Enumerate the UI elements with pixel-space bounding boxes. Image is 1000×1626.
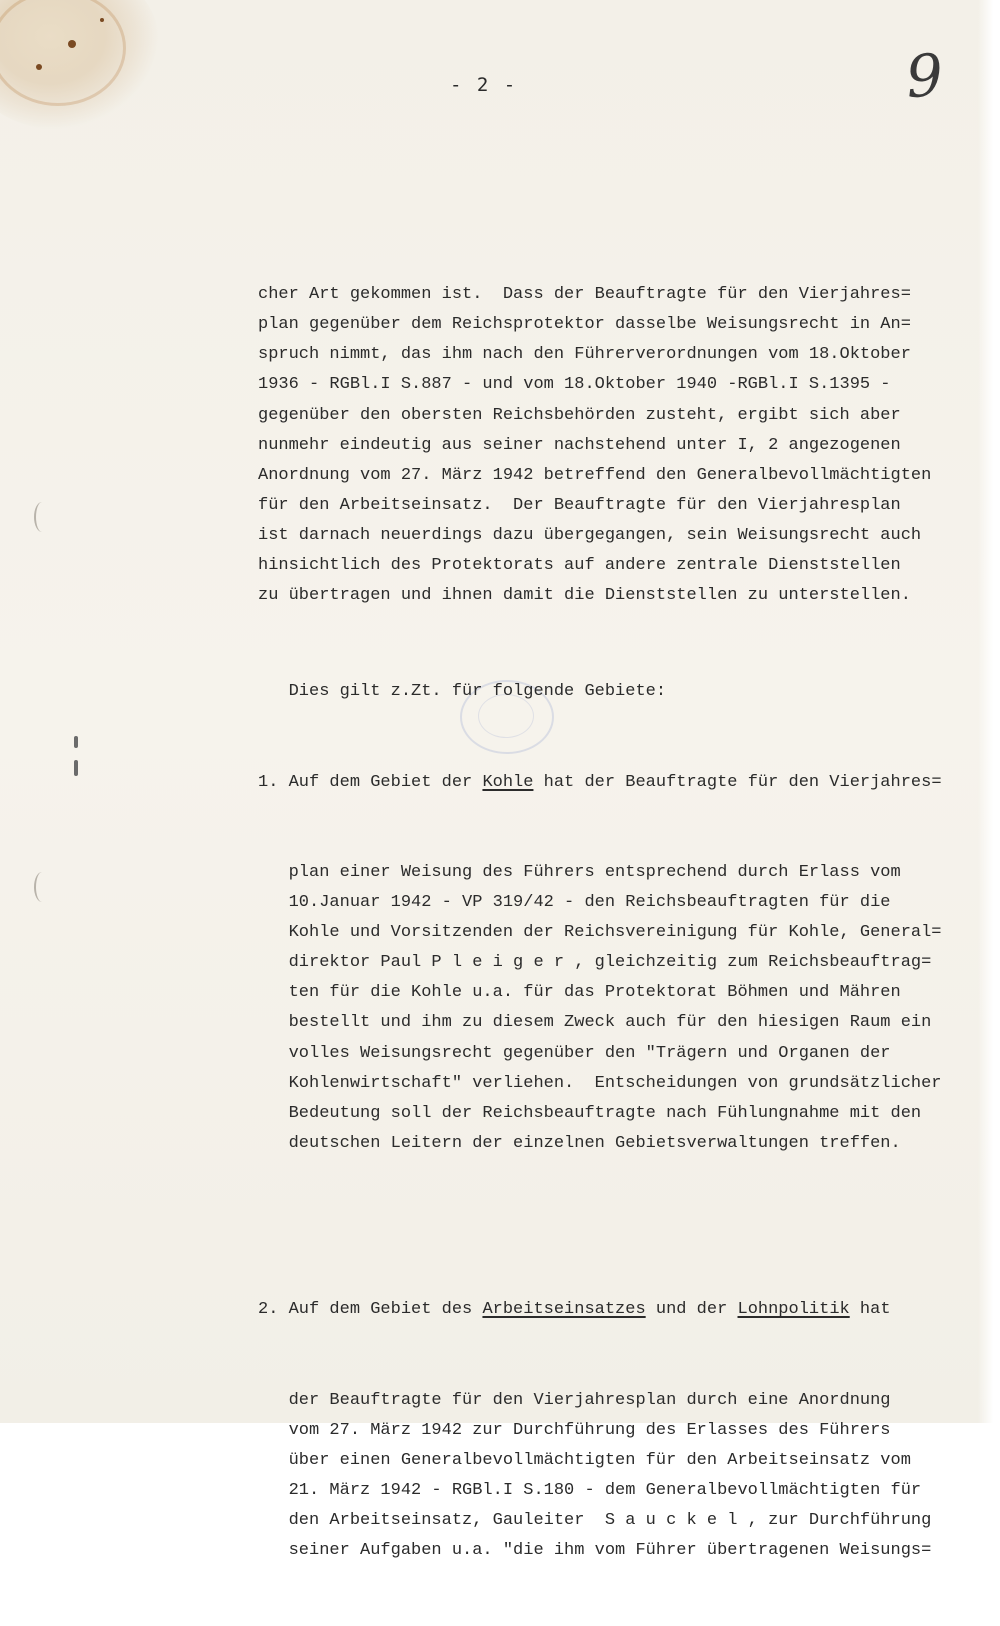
text-line: hinsichtlich des Protektorats auf andere zentrale Dienststellen: [258, 556, 901, 576]
item-1-first-line: 1. Auf dem Gebiet der Kohle hat der Beauftragte für den Vierjahres=: [258, 772, 942, 792]
item-2-first-line: 2. Auf dem Gebiet des Arbeitseinsatzes und der Lohnpolitik hat: [258, 1300, 891, 1320]
text-line: 10.Januar 1942 - VP 319/42 - den Reichsbeauftragten für die: [258, 893, 891, 913]
rust-spot: [36, 64, 42, 70]
text-line: ist darnach neuerdings dazu übergegangen, sein Weisungsrecht auch: [258, 525, 922, 545]
paragraph-1: [258, 280, 978, 611]
text-line: nunmehr eindeutig aus seiner nachstehend unter I, 2 angezogenen: [258, 435, 901, 455]
text-line: vom 27. März 1942 zur Durchführung des Erlasses des Führers: [258, 1420, 891, 1440]
rust-spot: [100, 18, 104, 22]
text-line: der Beauftragte für den Vierjahresplan durch eine Anordnung: [258, 1390, 891, 1410]
handwritten-folio-number: 9: [903, 40, 946, 112]
text-line: deutschen Leitern der einzelnen Gebietsverwaltungen treffen.: [258, 1133, 901, 1153]
page-edge: [978, 0, 1000, 1423]
text-line: ten für die Kohle u.a. für das Protektorat Böhmen und Mähren: [258, 983, 901, 1003]
text-line: Kohle und Vorsitzenden der Reichsvereinigung für Kohle, General=: [258, 923, 942, 943]
text-line: 21. März 1942 - RGBl.I S.180 - dem Generalbevollmächtigten für: [258, 1480, 922, 1500]
text-line: Kohlenwirtschaft" verliehen. Entscheidungen von grundsätzlicher: [258, 1073, 942, 1093]
text-line: plan einer Weisung des Führers entsprechend durch Erlass vom: [258, 862, 901, 882]
text-line: plan gegenüber dem Reichsprotektor dasselbe Weisungsrecht in An=: [258, 315, 911, 335]
text-line: volles Weisungsrecht gegenüber den "Trägern und Organen der: [258, 1043, 891, 1063]
text-line: über einen Generalbevollmächtigten für den Arbeitseinsatz vom: [258, 1450, 911, 1470]
underlined-kohle: Kohle: [482, 772, 534, 792]
text-line: den Arbeitseinsatz, Gauleiter S a u c k e l , zur Durchführung: [258, 1510, 932, 1530]
text-line: bestellt und ihm zu diesem Zweck auch für den hiesigen Raum ein: [258, 1013, 932, 1033]
text-line: zu übertragen und ihnen damit die Dienststellen zu unterstellen.: [258, 586, 911, 606]
underlined-arbeitseinsatzes: Arbeitseinsatzes: [482, 1300, 646, 1320]
text-line: Anordnung vom 27. März 1942 betreffend den Generalbevollmächtigten: [258, 465, 932, 485]
text-line: gegenüber den obersten Reichsbehörden zusteht, ergibt sich aber: [258, 405, 901, 425]
text-line: direktor Paul P l e i g e r , gleichzeitig zum Reichsbeauftrag=: [258, 953, 932, 973]
text-line: Bedeutung soll der Reichsbeauftragte nach Fühlungnahme mit den: [258, 1103, 922, 1123]
text-line: für den Arbeitseinsatz. Der Beauftragte für den Vierjahresplan: [258, 495, 901, 515]
typed-body-text: [258, 220, 978, 1626]
rust-spot: [68, 40, 76, 48]
underlined-lohnpolitik: Lohnpolitik: [737, 1300, 850, 1320]
punch-hole-mark: [34, 502, 50, 532]
text-line: spruch nimmt, das ihm nach den Führerverordnungen vom 18.Oktober: [258, 345, 911, 365]
page-number: - 2 -: [450, 74, 518, 96]
item-1-body: [258, 858, 978, 1159]
ink-blot: [74, 760, 78, 776]
item-2-body: [258, 1386, 978, 1567]
text-line: 1936 - RGBl.I S.887 - und vom 18.Oktober 1940 -RGBl.I S.1395 -: [258, 375, 891, 395]
intro-line: Dies gilt z.Zt. für folgende Gebiete:: [258, 682, 667, 702]
punch-hole-mark: [34, 872, 50, 902]
text-line: seiner Aufgaben u.a. "die ihm vom Führer übertragenen Weisungs=: [258, 1541, 932, 1561]
text-line: cher Art gekommen ist. Dass der Beauftragte für den Vierjahres=: [258, 285, 911, 305]
ink-blot: [74, 736, 78, 748]
spacer: [258, 1219, 978, 1235]
